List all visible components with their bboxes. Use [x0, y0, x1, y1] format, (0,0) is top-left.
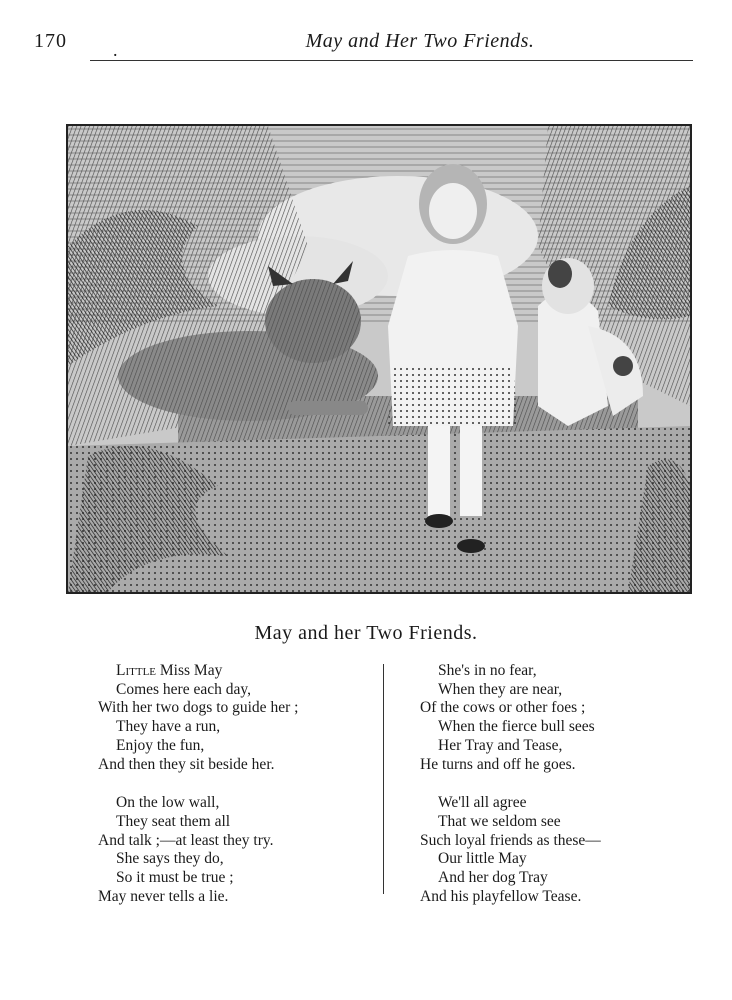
poem-line: Of the cows or other foes ; [420, 699, 586, 717]
poem-line: When the fierce bull sees [438, 718, 595, 736]
poem-line [98, 662, 368, 681]
poem-line: They have a run, [116, 718, 221, 736]
poem-line: We'll all agree [438, 794, 527, 812]
poem-line: Our little May [438, 850, 527, 868]
poem-line-text: Miss May [156, 662, 223, 679]
poem-line: Her Tray and Tease, [438, 736, 563, 754]
header-separator: . [113, 40, 118, 60]
poem-line: Enjoy the fun, [116, 736, 205, 754]
engraving-svg [68, 126, 690, 592]
poem-line: Comes here each day, [116, 680, 251, 698]
poem-line: So it must be true ; [116, 869, 234, 887]
poem-line: When they are near, [438, 680, 563, 698]
poem-left-column [98, 662, 368, 926]
girl-legs [428, 426, 450, 516]
opening-word: Little [116, 662, 157, 679]
page-number: 170 [34, 30, 67, 52]
column-divider [383, 664, 384, 894]
poem-title: May and her Two Friends. [254, 622, 478, 644]
poem-line: And then they sit beside her. [98, 755, 275, 773]
poem-line: And her dog Tray [438, 869, 548, 887]
poem-line: She's in no fear, [438, 662, 537, 679]
poem-line: And his playfellow Tease. [420, 887, 582, 905]
poem-line: That we seldom see [438, 812, 561, 830]
girl-face [429, 183, 477, 239]
stanza [420, 662, 670, 774]
poem-right-column [420, 662, 670, 926]
running-title: May and Her Two Friends. [305, 30, 535, 52]
poem-line: With her two dogs to guide her ; [98, 699, 299, 717]
stanza [98, 794, 368, 906]
poem-line: He turns and off he goes. [420, 755, 576, 773]
engraving-illustration [66, 124, 692, 594]
stanza [420, 794, 670, 906]
poem-line: She says they do, [116, 850, 224, 868]
poem-line: They seat them all [116, 812, 231, 830]
poem-line: Such loyal friends as these— [420, 831, 601, 849]
poem-line: On the low wall, [116, 794, 220, 812]
stanza [98, 662, 368, 774]
header-rule [90, 60, 693, 61]
poem-line: May never tells a lie. [98, 887, 229, 905]
poem-line: And talk ;—at least they try. [98, 831, 274, 849]
